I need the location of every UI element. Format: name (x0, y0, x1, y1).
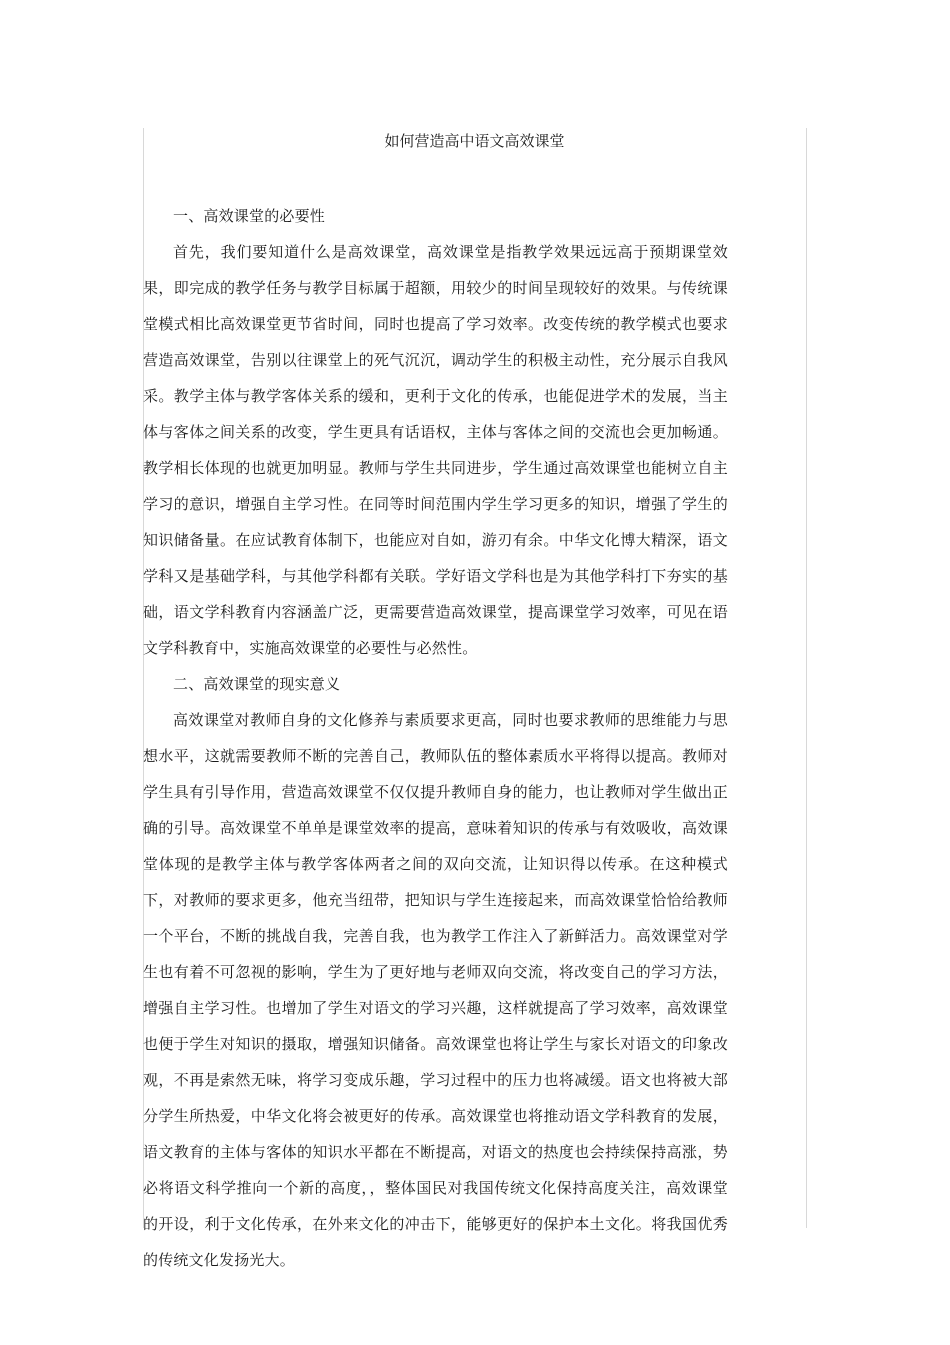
section-paragraph-2: 高效课堂对教师自身的文化修养与素质要求更高，同时也要求教师的思维能力与思想水平，这就需要教师不断的完善自己，教师队伍的整体素质水平将得以提高。教师对学生具有引导作用，营造高效课堂不仅仅提升教师自身的能力，也让教师对学生做出正确的引导。高效课堂不单单是课堂效率的提高，意味着知识的传承与有效吸收，高效课堂体现的是教学主体与教学客体两者之间的双向交流，让知识得以传承。在这种模式下，对教师的要求更多，他充当纽带，把知识与学生连接起来，而高效课堂恰恰给教师一个平台，不断的挑战自我，完善自我，也为教学工作注入了新鲜活力。高效课堂对学生也有着不可忽视的影响，学生为了更好地与老师双向交流，将改变自己的学习方法，增强自主学习性。也增加了学生对语文的学习兴趣，这样就提高了学习效率，高效课堂也便于学生对知识的摄取，增强知识储备。高效课堂也将让学生与家长对语文的印象改观，不再是索然无味，将学习变成乐趣，学习过程中的压力也将减缓。语文也将被大部分学生所热爱，中华文化将会被更好的传承。高效课堂也将推动语文学科教育的发展，语文教育的主体与客体的知识水平都在不断提高，对语文的热度也会持续保持高涨，势必将语文科学推向一个新的高度，，整体国民对我国传统文化保持高度关注，高效课堂的开设，利于文化传承，在外来文化的冲击下，能够更好的保护本土文化。将我国优秀的传统文化发扬光大。 (143, 711, 728, 1269)
section-paragraph-1: 首先，我们要知道什么是高效课堂，高效课堂是指教学效果远远高于预期课堂效果，即完成的教学任务与教学目标属于超额，用较少的时间呈现较好的效果。与传统课堂模式相比高效课堂更节省时间，同时也提高了学习效率。改变传统的教学模式也要求营造高效课堂，告别以往课堂上的死气沉沉，调动学生的积极主动性，充分展示自我风采。教学主体与教学客体关系的缓和，更利于文化的传承，也能促进学术的发展，当主体与客体之间关系的改变，学生更具有话语权，主体与客体之间的交流也会更加畅通。教学相长体现的也就更加明显。教师与学生共同进步，学生通过高效课堂也能树立自主学习的意识，增强自主学习性。在同等时间范围内学生学习更多的知识，增强了学生的知识储备量。在应试教育体制下，也能应对自如，游刃有余。中华文化博大精深，语文学科又是基础学科，与其他学科都有关联。学好语文学科也是为其他学科打下夯实的基础，语文学科教育内容涵盖广泛，更需要营造高效课堂，提高课堂学习效率，可见在语文学科教育中，实施高效课堂的必要性与必然性。 (143, 243, 728, 657)
section-heading-2: 二、高效课堂的现实意义 (173, 675, 341, 693)
document-body (143, 198, 728, 1278)
section-heading-1: 一、高效课堂的必要性 (173, 207, 326, 225)
document-title: 如何营造高中语文高效课堂 (384, 132, 565, 150)
page-right-border (806, 128, 807, 1228)
